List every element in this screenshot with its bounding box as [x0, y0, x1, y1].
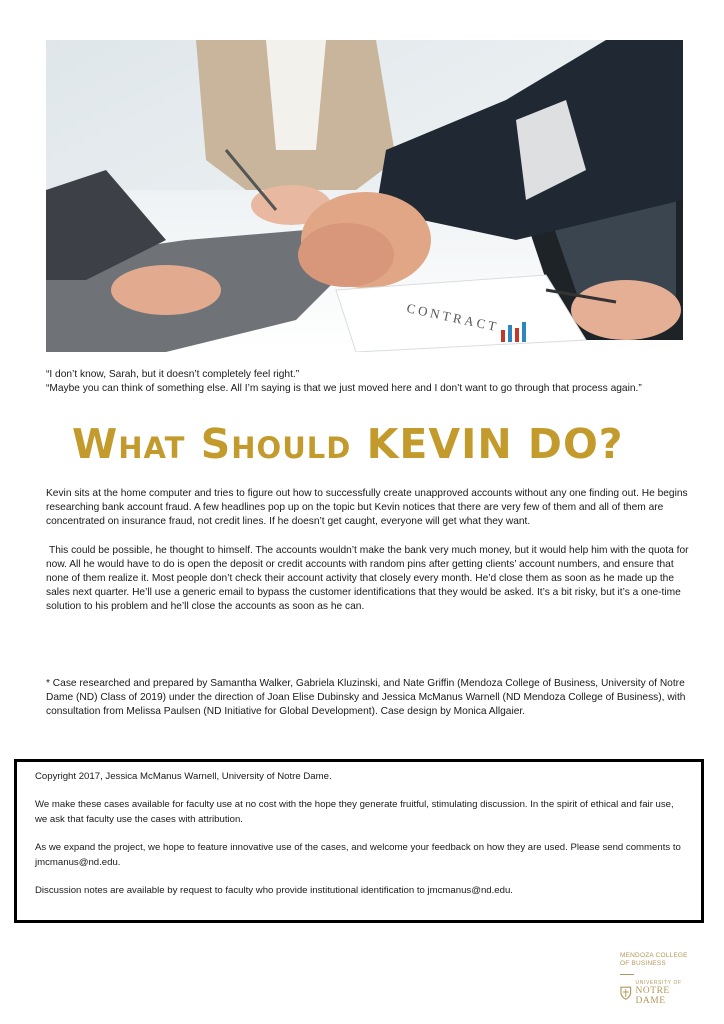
discussion-note: Discussion notes are available by request to faculty who provide institutional identification to jmcmanus@nd.edu. [35, 885, 513, 896]
feedback-note: As we expand the project, we hope to feature innovative use of the cases, and welcome your feedback on how they are used. Please send comments to jmcmanus@nd.edu. [35, 842, 681, 868]
quote-block [46, 368, 686, 395]
contract-word: CONTRACT [405, 300, 501, 335]
notre-dame-logo [620, 952, 700, 1006]
quote-line: “Maybe you can think of something else. All I’m saying is that we just moved here and I don’t want to go through that process again.” [46, 382, 642, 394]
handshake-photo [46, 40, 683, 352]
copyright-line: Copyright 2017, Jessica McManus Warnell, University of Notre Dame. [35, 771, 332, 782]
logo-divider [620, 974, 634, 975]
university-name: NOTRE DAME [635, 986, 670, 1006]
quote-line: “I don’t know, Sarah, but it doesn’t completely feel right.” [46, 369, 300, 380]
copyright-box [14, 759, 704, 923]
handshake-illustration [46, 40, 683, 352]
story-paragraph: This could be possible, he thought to himself. The accounts wouldn’t make the bank very much money, but it would help him with the quota for now. All he would have to do is open the deposit or credit accounts with random pins after getting clients’ account numbers, and ensure that none of them realize it. Most people don’t check their account activity that closely every month. He’d close them as soon as he made up the sales next quarter. He’ll use a generic email to bypass the customer identifications that they would be asked. It’s a bit risky, but it’s a one-time solution to his problem and he’ll close the accounts as soon as he can. [46, 544, 689, 613]
shield-icon [620, 986, 632, 1000]
story-paragraph: Kevin sits at the home computer and tries to figure out how to successfully create unapproved accounts without any one finding out. He begins researching bank account fraud. A few headlines pop up on the topic but Kevin notices that there are very few of them and all of them are concentrated on insurance fraud, not credit lines. If he doesn’t get caught, everyone will get what they want. [46, 488, 688, 528]
university-label: UNIVERSITY OF [635, 980, 682, 986]
case-credits: * Case researched and prepared by Samantha Walker, Gabriela Kluzinski, and Nate Griffin (Mendoza College of Business, University of Notre Dame (ND) Class of 2019) under the direction of Joan Elise Dubinsky and Jessica McManus Warnell (ND Mendoza College of Business), with consultation from Melissa Paulsen (ND Initiative for Global Development). Case design by Monica Allgaier. [46, 678, 686, 718]
usage-note: We make these cases available for faculty use at no cost with the hope they generate fruitful, stimulating discussion. In the spirit of ethical and fair use, we ask that faculty use the cases with attribution. [35, 799, 674, 825]
college-name-line1: MENDOZA COLLEGE [620, 952, 688, 959]
story-body [46, 487, 692, 629]
college-name-line2: OF BUSINESS [620, 960, 666, 967]
headline: What Should KEVIN DO? [72, 420, 624, 468]
